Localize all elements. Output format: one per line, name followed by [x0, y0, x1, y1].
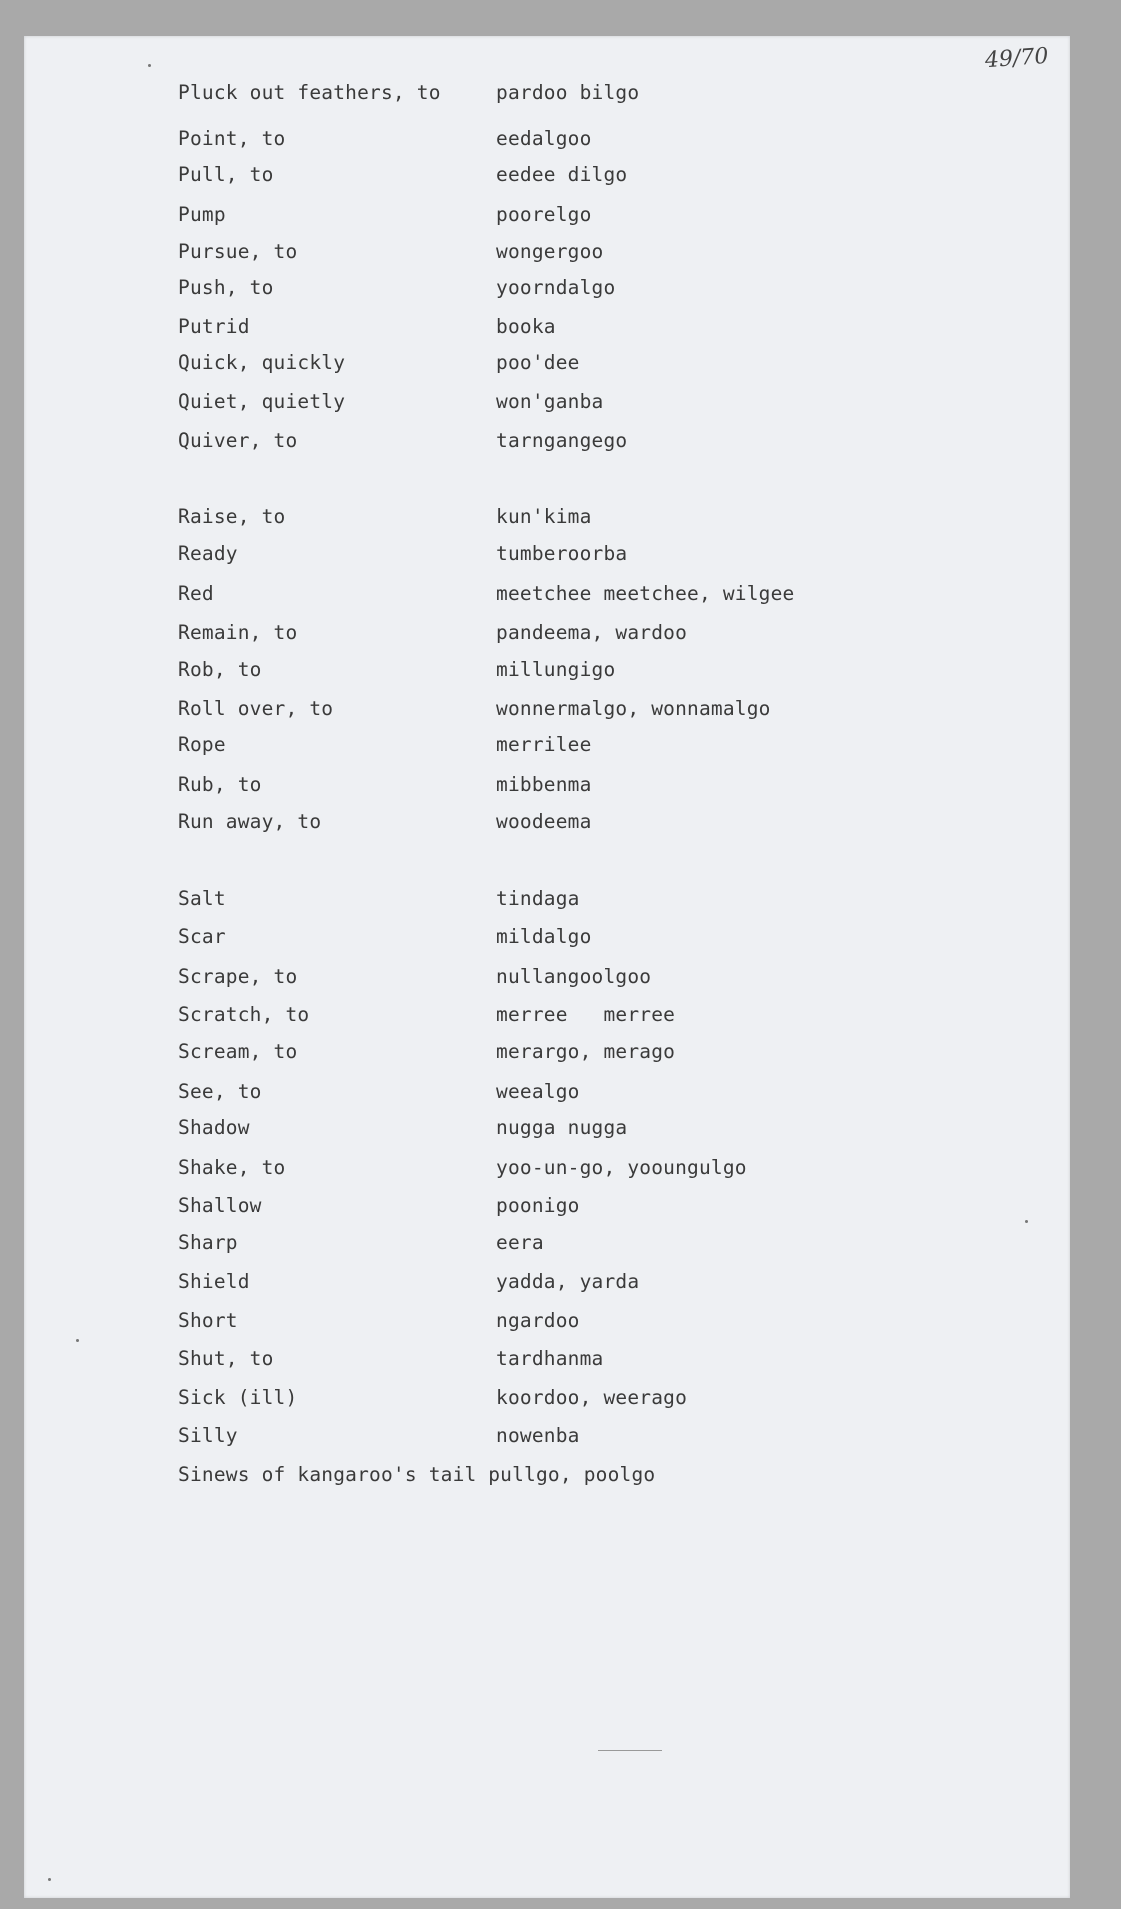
aboriginal-term: mildalgo: [496, 925, 592, 948]
english-term: Pump: [178, 203, 226, 226]
aboriginal-term: yadda, yarda: [496, 1270, 640, 1293]
paper-speck: [148, 64, 151, 67]
english-term: Pull, to: [178, 163, 274, 186]
paper-speck: [76, 1339, 79, 1342]
aboriginal-term: tumberoorba: [496, 542, 628, 565]
english-term: Scrape, to: [178, 965, 298, 988]
english-term: Scar: [178, 925, 226, 948]
english-term: Shut, to: [178, 1347, 274, 1370]
english-term: Sinews of kangaroo's tail: [178, 1463, 477, 1486]
aboriginal-term: ngardoo: [496, 1309, 580, 1332]
english-term: Short: [178, 1309, 238, 1332]
english-term: Quick, quickly: [178, 351, 346, 374]
aboriginal-term: wongergoo: [496, 240, 604, 263]
aboriginal-term: won'ganba: [496, 390, 604, 413]
english-term: Quiver, to: [178, 429, 298, 452]
english-term: Sharp: [178, 1231, 238, 1254]
aboriginal-term: tindaga: [496, 887, 580, 910]
document-page: [24, 36, 1070, 1898]
english-term: Salt: [178, 887, 226, 910]
aboriginal-term: wonnermalgo, wonnamalgo: [496, 697, 771, 720]
aboriginal-term: pardoo bilgo: [496, 81, 640, 104]
english-term: Ready: [178, 542, 238, 565]
aboriginal-term: poonigo: [496, 1194, 580, 1217]
aboriginal-term: nowenba: [496, 1424, 580, 1447]
pencil-mark: [598, 1750, 662, 1751]
aboriginal-term: eedee dilgo: [496, 163, 628, 186]
aboriginal-term: nugga nugga: [496, 1116, 628, 1139]
english-term: See, to: [178, 1080, 262, 1103]
aboriginal-term: eera: [496, 1231, 544, 1254]
english-term: Point, to: [178, 127, 286, 150]
english-term: Red: [178, 582, 214, 605]
english-term: Shield: [178, 1270, 250, 1293]
page-number: 49/70: [983, 43, 1049, 74]
english-term: Silly: [178, 1424, 238, 1447]
aboriginal-term: poorelgo: [496, 203, 592, 226]
aboriginal-term: merree merree: [496, 1003, 676, 1026]
english-term: Rub, to: [178, 773, 262, 796]
english-term: Raise, to: [178, 505, 286, 528]
english-term: Shake, to: [178, 1156, 286, 1179]
aboriginal-term: weealgo: [496, 1080, 580, 1103]
english-term: Putrid: [178, 315, 250, 338]
english-term: Pursue, to: [178, 240, 298, 263]
aboriginal-term: woodeema: [496, 810, 592, 833]
aboriginal-term: kun'kima: [496, 505, 592, 528]
aboriginal-term: yoorndalgo: [496, 276, 616, 299]
aboriginal-term: millungigo: [496, 658, 616, 681]
english-term: Rope: [178, 733, 226, 756]
aboriginal-term: yoo-un-go, yooungulgo: [496, 1156, 747, 1179]
english-term: Sick (ill): [178, 1386, 298, 1409]
english-term: Scratch, to: [178, 1003, 310, 1026]
english-term: Roll over, to: [178, 697, 334, 720]
english-term: Shadow: [178, 1116, 250, 1139]
aboriginal-term: merrilee: [496, 733, 592, 756]
paper-speck: [1025, 1220, 1028, 1223]
aboriginal-term: pandeema, wardoo: [496, 621, 688, 644]
aboriginal-term: poo'dee: [496, 351, 580, 374]
english-term: Scream, to: [178, 1040, 298, 1063]
aboriginal-term: merargo, merago: [496, 1040, 676, 1063]
aboriginal-term: tarngangego: [496, 429, 628, 452]
english-term: Rob, to: [178, 658, 262, 681]
aboriginal-term: tardhanma: [496, 1347, 604, 1370]
english-term: Remain, to: [178, 621, 298, 644]
entry-row: [178, 1458, 655, 1492]
paper-speck: [48, 1878, 51, 1881]
aboriginal-term: nullangoolgoo: [496, 965, 652, 988]
english-term: Shallow: [178, 1194, 262, 1217]
english-term: Run away, to: [178, 810, 322, 833]
aboriginal-term: meetchee meetchee, wilgee: [496, 582, 795, 605]
aboriginal-term: koordoo, weerago: [496, 1386, 688, 1409]
aboriginal-term: pullgo, poolgo: [488, 1463, 656, 1486]
aboriginal-term: eedalgoo: [496, 127, 592, 150]
english-term: Quiet, quietly: [178, 390, 346, 413]
english-term: Push, to: [178, 276, 274, 299]
aboriginal-term: mibbenma: [496, 773, 592, 796]
aboriginal-term: booka: [496, 315, 556, 338]
english-term: Pluck out feathers, to: [178, 81, 441, 104]
